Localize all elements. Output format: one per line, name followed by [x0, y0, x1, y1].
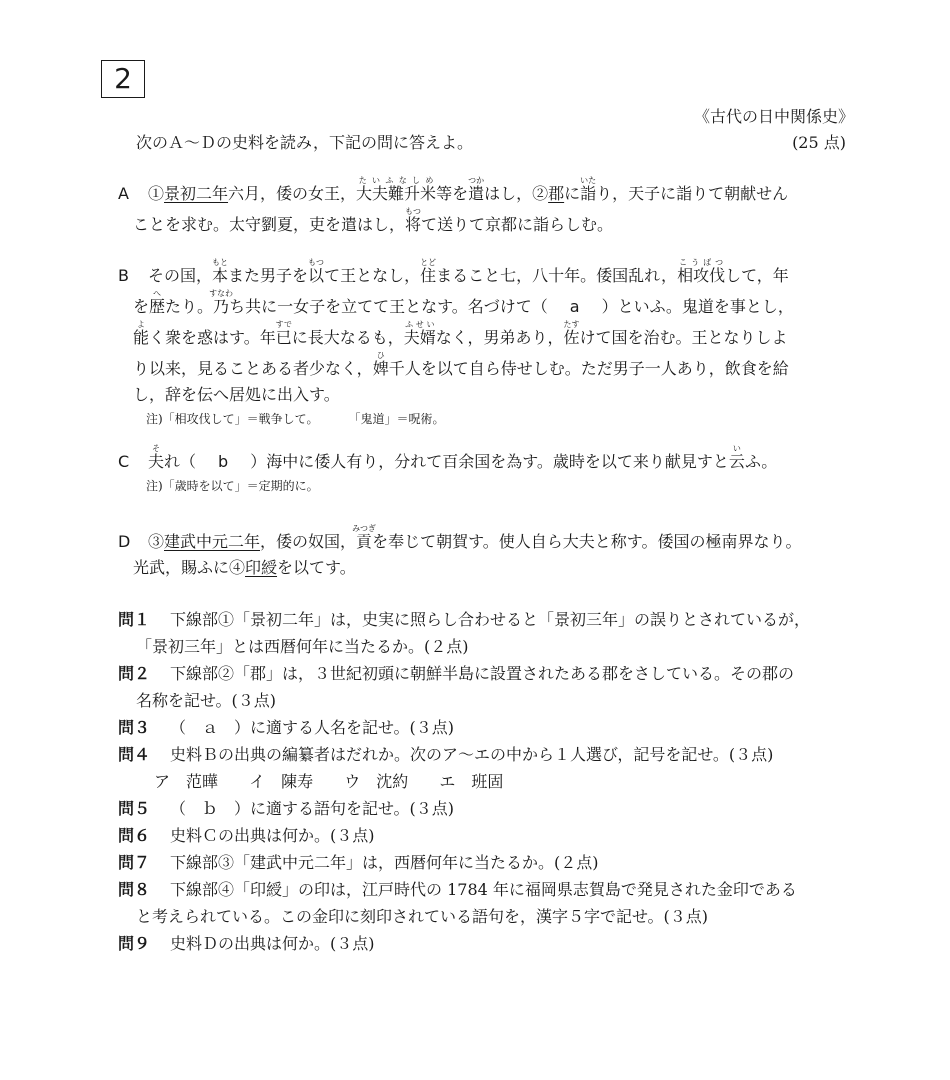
- ruby-word: 本もと: [212, 258, 229, 285]
- ruby-word: 以もつ: [308, 258, 325, 285]
- question-2: 問２ 下線部②「郡」は，３世紀初頭に朝鮮半島に設置されたある郡をさしている。その郡の: [118, 664, 795, 683]
- source-c-line-1: C 夫それ（ b ）海中に倭人有り，分れて百余国を為す。歳時を以て来り献見すと云いふ。: [118, 444, 860, 475]
- ruby-word: 詣いた: [580, 176, 597, 203]
- source-label: C: [118, 452, 130, 471]
- source-b-line-3: 能よく衆を惑はす。年已すでに長大なるも，夫婿ふせいなく，男弟あり，佐たすけて国を治む。王となりしよ: [133, 320, 788, 347]
- source-b-note: 注)「相攻伐して」＝戦争して。 「鬼道」＝呪術。: [146, 412, 445, 426]
- choice-e: エ 班固: [439, 772, 504, 791]
- source-c-note: 注)「歳時を以て」＝定期的に。: [146, 479, 319, 493]
- question-3: 問３ （ ａ ）に適する人名を記せ。(３点): [118, 718, 455, 737]
- ruby-word: 婢ひ: [372, 351, 389, 378]
- question-1-cont: 「景初三年」とは西暦何年に当たるか。(２点): [136, 637, 469, 656]
- question-8-cont: と考えられている。この金印に刻印されている語句を，漢字５字で記せ。(３点): [136, 907, 709, 926]
- blank-b: b: [218, 452, 229, 471]
- choice-i: イ 陳寿: [249, 772, 314, 791]
- source-b: [118, 258, 860, 430]
- source-c: [118, 444, 860, 497]
- question-4-choices: [118, 768, 860, 795]
- intro-text: 次のＡ～Ｄの史料を読み，下記の問に答えよ。: [136, 133, 473, 152]
- source-a: [118, 176, 860, 238]
- question-9: 問９ 史料Ｄの出典は何か。(３点): [118, 934, 375, 953]
- ruby-word: 相攻伐こうばつ: [677, 258, 726, 285]
- source-label: A: [118, 184, 129, 203]
- total-points: (25 点): [792, 133, 846, 152]
- source-a-line-1: A ①景初二年六月，倭の女王，大夫難升米たいふなしめ等を遣つかはし，②郡に詣いたり，天子に詣りて朝献せん: [118, 176, 860, 207]
- question-4: 問４ 史料Ｂの出典の編纂者はだれか。次のア～エの中から１人選び，記号を記せ。(３点): [118, 745, 774, 764]
- ruby-word: 已すで: [275, 320, 292, 347]
- ruby-word: 遣つか: [468, 176, 485, 203]
- ruby-word: 夫婿ふせい: [403, 320, 436, 347]
- questions: [118, 606, 860, 957]
- source-b-line-2: を歴へたり。乃すなわち共に一女子を立てて王となす。名づけて（ a ）といふ。鬼道を事とし，: [118, 289, 860, 320]
- source-b-line-1: B その国，本もとまた男子を以もつて王となし，住とどまること七，八十年。倭国乱れ，相攻伐こうばつして，年: [118, 258, 860, 289]
- ruby-word: 佐たす: [563, 320, 580, 347]
- ruby-word: 大夫難升米たいふなしめ: [356, 176, 437, 203]
- source-label: D: [118, 532, 131, 551]
- choice-a: ア 范曄: [154, 772, 219, 791]
- ruby-word: 能よ: [133, 320, 150, 347]
- question-number-box: [101, 60, 145, 98]
- source-b-line-5: し，辞を伝へ居処に出入す。: [133, 385, 340, 404]
- question-2-cont: 名称を記せ。(３点): [136, 691, 277, 710]
- ruby-word: 将もつ: [405, 207, 422, 234]
- source-d-line-1: D ③建武中元二年，倭の奴国，貢みつぎを奉じて朝賀す。使人自ら大夫と称す。倭国の極南界なり。: [118, 524, 860, 555]
- question-1: 問１ 下線部①「景初二年」は，史実に照らし合わせると「景初三年」の誤りとされているが，: [118, 610, 811, 629]
- question-6: 問６ 史料Ｃの出典は何か。(３点): [118, 826, 375, 845]
- subject-title: 《古代の日中関係史》: [693, 107, 854, 126]
- blank-a: a: [569, 297, 580, 316]
- underline-4: 印綬: [245, 558, 278, 577]
- source-d: [118, 524, 860, 581]
- ruby-word: 云い: [728, 444, 745, 471]
- underline-1: 景初二年: [164, 184, 229, 203]
- ruby-word: 住とど: [420, 258, 437, 285]
- source-b-line-4: り以来，見ることある者少なく，婢ひ千人を以て自ら侍せしむ。ただ男子一人あり，飲食を給: [133, 351, 789, 378]
- underline-2: 郡: [548, 184, 565, 203]
- ruby-word: 歴へ: [149, 289, 166, 316]
- question-7: 問７ 下線部③「建武中元二年」は，西暦何年に当たるか。(２点): [118, 853, 599, 872]
- source-label: B: [118, 266, 129, 285]
- source-a-line-2: ことを求む。太守劉夏，吏を遣はし，将もつて送りて京都に詣らしむ。: [133, 207, 614, 234]
- ruby-word: 夫そ: [148, 444, 165, 471]
- underline-3: 建武中元二年: [164, 532, 261, 551]
- ruby-word: 貢みつぎ: [352, 524, 376, 551]
- question-8: 問８ 下線部④「印綬」の印は，江戸時代の 1784 年に福岡県志賀島で発見された金印である: [118, 880, 797, 899]
- question-5: 問５ （ ｂ ）に適する語句を記せ。(３点): [118, 799, 455, 818]
- question-number: 2: [114, 62, 132, 95]
- choice-u: ウ 沈約: [344, 772, 409, 791]
- ruby-word: 乃すなわ: [209, 289, 234, 316]
- source-d-line-2: 光武，賜ふに④印綬を以てす。: [133, 558, 356, 577]
